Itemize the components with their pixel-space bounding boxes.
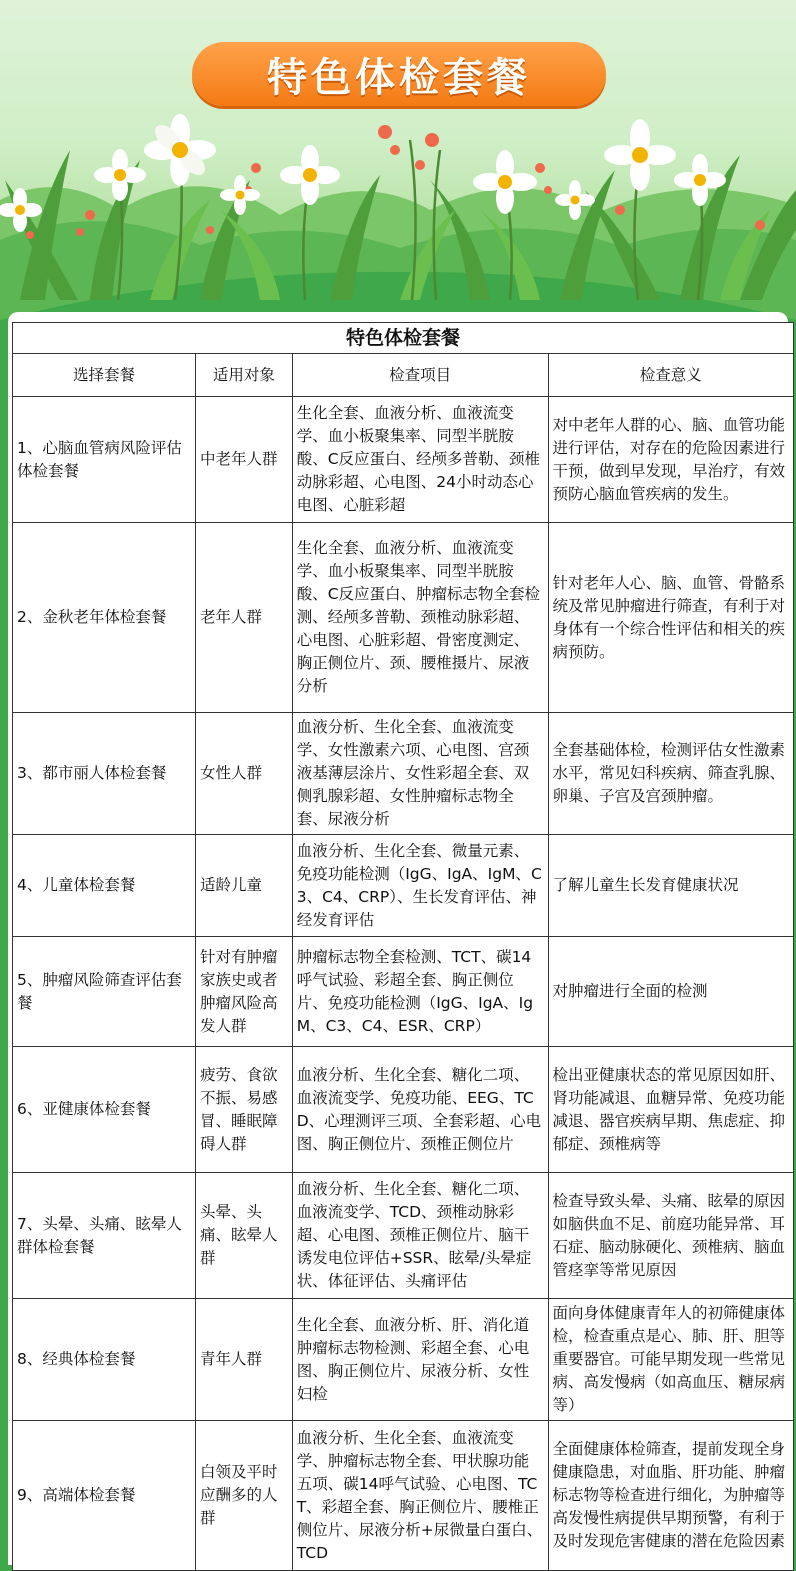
package-name: 1、心脑血管病风险评估体检套餐 xyxy=(13,397,196,523)
target-group: 中老年人群 xyxy=(196,397,293,523)
package-name: 6、亚健康体检套餐 xyxy=(13,1047,196,1173)
table-row xyxy=(13,397,794,523)
target-group: 女性人群 xyxy=(196,713,293,835)
table-row xyxy=(13,1173,794,1299)
table-row xyxy=(13,713,794,835)
table-row xyxy=(13,1421,794,1571)
table-caption: 特色体检套餐 xyxy=(13,323,794,354)
package-name: 3、都市丽人体检套餐 xyxy=(13,713,196,835)
package-name: 8、经典体检套餐 xyxy=(13,1299,196,1421)
table-row xyxy=(13,937,794,1047)
check-items: 肿瘤标志物全套检测、TCT、碳14呼气试验、彩超全套、胸正侧位片、免疫功能检测（IgG、IgA、IgM、C3、C4、ESR、CRP） xyxy=(292,937,548,1047)
check-items: 血液分析、生化全套、糖化二项、血液流变学、TCD、颈椎动脉彩超、心电图、颈椎正侧位片、脑干诱发电位评估+SSR、眩晕/头晕症状、体征评估、头痛评估 xyxy=(292,1173,548,1299)
header-package: 选择套餐 xyxy=(13,354,196,397)
check-items: 血液分析、生化全套、糖化二项、血液流变学、免疫功能、EEG、TCD、心理测评三项、全套彩超、心电图、胸正侧位片、颈椎正侧位片 xyxy=(292,1047,548,1173)
banner-title: 特色体检套餐 xyxy=(192,42,606,106)
package-name: 4、儿童体检套餐 xyxy=(13,835,196,937)
target-group: 青年人群 xyxy=(196,1299,293,1421)
check-meaning: 对肿瘤进行全面的检测 xyxy=(548,937,793,1047)
table-row xyxy=(13,835,794,937)
check-meaning: 针对老年人心、脑、血管、骨骼系统及常见肿瘤进行筛查，有利于对身体有一个综合性评估和相关的疾病预防。 xyxy=(548,523,793,713)
check-items: 生化全套、血液分析、血液流变学、血小板聚集率、同型半胱胺酸、C反应蛋白、经颅多普勒、颈椎动脉彩超、心电图、24小时动态心电图、心脏彩超 xyxy=(292,397,548,523)
check-meaning: 检出亚健康状态的常见原因如肝、肾功能减退、血糖异常、免疫功能减退、器官疾病早期、焦虑症、抑郁症、颈椎病等 xyxy=(548,1047,793,1173)
check-meaning: 全面健康体检筛查，提前发现全身健康隐患，对血脂、肝功能、肿瘤标志物等检查进行细化，为肿瘤等高发慢性病提供早期预警，有利于及时发现危害健康的潜在危险因素 xyxy=(548,1421,793,1571)
target-group: 针对有肿瘤家族史或者肿瘤风险高发人群 xyxy=(196,937,293,1047)
package-table xyxy=(12,322,794,1571)
table-row xyxy=(13,1299,794,1421)
target-group: 老年人群 xyxy=(196,523,293,713)
target-group: 白领及平时应酬多的人群 xyxy=(196,1421,293,1571)
check-meaning: 面向身体健康青年人的初筛健康体检，检查重点是心、肺、肝、胆等重要器官。可能早期发现一些常见病、高发慢病（如高血压、糖尿病等） xyxy=(548,1299,793,1421)
check-items: 血液分析、生化全套、血液流变学、女性激素六项、心电图、宫颈液基薄层涂片、女性彩超全套、双侧乳腺彩超、女性肿瘤标志物全套、尿液分析 xyxy=(292,713,548,835)
header-items: 检查项目 xyxy=(292,354,548,397)
check-items: 生化全套、血液分析、血液流变学、血小板聚集率、同型半胱胺酸、C反应蛋白、肿瘤标志物全套检测、经颅多普勒、颈椎动脉彩超、心电图、心脏彩超、骨密度测定、胸正侧位片、颈、腰椎摄片、尿液分析 xyxy=(292,523,548,713)
package-name: 9、高端体检套餐 xyxy=(13,1421,196,1571)
table-header-row xyxy=(13,354,794,397)
package-name: 7、头晕、头痛、眩晕人群体检套餐 xyxy=(13,1173,196,1299)
check-meaning: 了解儿童生长发育健康状况 xyxy=(548,835,793,937)
check-meaning: 对中老年人群的心、脑、血管功能进行评估，对存在的危险因素进行干预，做到早发现，早治疗，有效预防心脑血管疾病的发生。 xyxy=(548,397,793,523)
table-row xyxy=(13,1047,794,1173)
check-items: 血液分析、生化全套、血液流变学、肿瘤标志物全套、甲状腺功能五项、碳14呼气试验、心电图、TCT、彩超全套、胸正侧位片、腰椎正侧位片、尿液分析+尿微量白蛋白、TCD xyxy=(292,1421,548,1571)
package-name: 5、肿瘤风险筛查评估套餐 xyxy=(13,937,196,1047)
target-group: 头晕、头痛、眩晕人群 xyxy=(196,1173,293,1299)
header-target: 适用对象 xyxy=(196,354,293,397)
target-group: 疲劳、食欲不振、易感冒、睡眠障碍人群 xyxy=(196,1047,293,1173)
table-row xyxy=(13,523,794,713)
check-items: 血液分析、生化全套、微量元素、免疫功能检测（IgG、IgA、IgM、C3、C4、CRP）、生长发育评估、神经发育评估 xyxy=(292,835,548,937)
header-banner xyxy=(0,0,796,320)
target-group: 适龄儿童 xyxy=(196,835,293,937)
check-meaning: 检查导致头晕、头痛、眩晕的原因如脑供血不足、前庭功能异常、耳石症、脑动脉硬化、颈椎病、脑血管痉挛等常见原因 xyxy=(548,1173,793,1299)
check-items: 生化全套、血液分析、肝、消化道肿瘤标志物检测、彩超全套、心电图、胸正侧位片、尿液分析、女性妇检 xyxy=(292,1299,548,1421)
header-meaning: 检查意义 xyxy=(548,354,793,397)
package-name: 2、金秋老年体检套餐 xyxy=(13,523,196,713)
check-meaning: 全套基础体检，检测评估女性激素水平，常见妇科疾病、筛查乳腺、卵巢、子宫及宫颈肿瘤。 xyxy=(548,713,793,835)
